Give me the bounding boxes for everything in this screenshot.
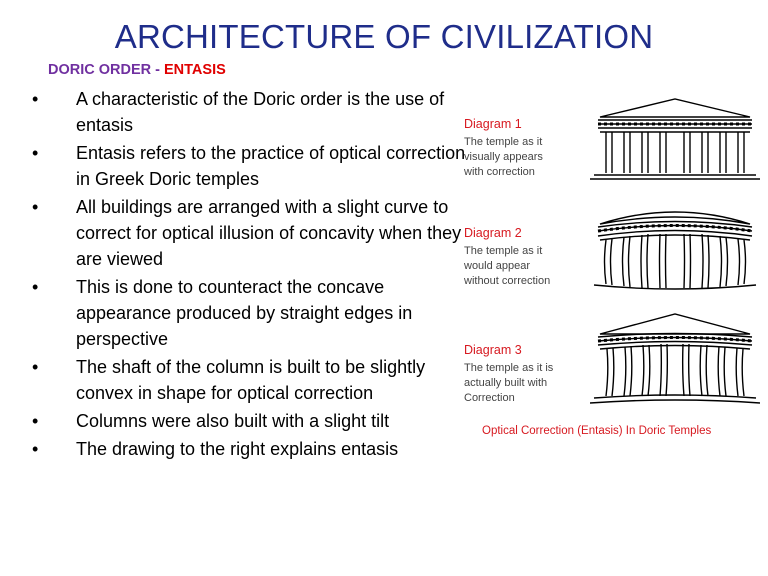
temple-capitals bbox=[600, 235, 750, 240]
bullet-item: • Columns were also built with a slight tilt bbox=[30, 408, 470, 434]
diagram-3-description bbox=[464, 361, 584, 406]
bullet-item: • A characteristic of the Doric order is the use of entasis bbox=[30, 86, 470, 138]
temple-architrave bbox=[598, 342, 752, 346]
subtitle-entasis: ENTASIS bbox=[164, 62, 226, 78]
diagram-3-line: The temple as it is bbox=[464, 362, 554, 374]
temple-pediment bbox=[600, 314, 750, 334]
temple-diagram-1 bbox=[590, 95, 760, 185]
diagram-1-line: visually appears bbox=[464, 151, 543, 163]
temple-pediment bbox=[600, 99, 750, 117]
diagram-3-line: actually built with bbox=[464, 377, 548, 389]
diagram-2-description bbox=[464, 244, 584, 289]
diagram-2-label: Diagram 2 bbox=[464, 226, 522, 240]
slide-subtitle bbox=[48, 62, 226, 78]
bullet-item: • All buildings are arranged with a slight curve to correct for optical illusion of concavity when they are viewed bbox=[30, 194, 470, 272]
temple-capitals bbox=[600, 346, 750, 350]
temple-diagram-2 bbox=[590, 200, 760, 295]
subtitle-doric-order: DORIC ORDER - bbox=[48, 62, 164, 78]
diagram-3-label: Diagram 3 bbox=[464, 343, 522, 357]
diagram-1-line: The temple as it bbox=[464, 136, 543, 148]
temple-columns bbox=[606, 344, 744, 396]
diagram-1-line: with correction bbox=[464, 166, 535, 178]
diagram-3-line: Correction bbox=[464, 392, 515, 404]
bullet-item: • Entasis refers to the practice of optical correction in Greek Doric temples bbox=[30, 140, 470, 192]
bullet-item: • The shaft of the column is built to be slightly convex in shape for optical correction bbox=[30, 354, 470, 406]
bullet-item: • This is done to counteract the concave appearance produced by straight edges in perspective bbox=[30, 274, 470, 352]
temple-base bbox=[590, 400, 760, 403]
diagram-1-description bbox=[464, 135, 584, 180]
temple-stylobate bbox=[594, 285, 756, 289]
diagram-1-label: Diagram 1 bbox=[464, 117, 522, 131]
temple-diagram-3 bbox=[590, 308, 760, 408]
diagram-2-line: without correction bbox=[464, 275, 551, 287]
bullet-list bbox=[30, 86, 470, 464]
slide-title: ARCHITECTURE OF CIVILIZATION bbox=[114, 18, 654, 55]
bullet-item: • The drawing to the right explains entasis bbox=[30, 436, 470, 462]
temple-stylobate bbox=[594, 395, 756, 398]
temple-columns bbox=[605, 234, 746, 288]
diagram-2-line: would appear bbox=[464, 260, 531, 272]
figure-caption: Optical Correction (Entasis) In Doric Temples bbox=[482, 425, 712, 437]
temple-frieze-line bbox=[598, 338, 752, 342]
diagram-2-line: The temple as it bbox=[464, 245, 543, 257]
temple-columns bbox=[606, 132, 744, 173]
